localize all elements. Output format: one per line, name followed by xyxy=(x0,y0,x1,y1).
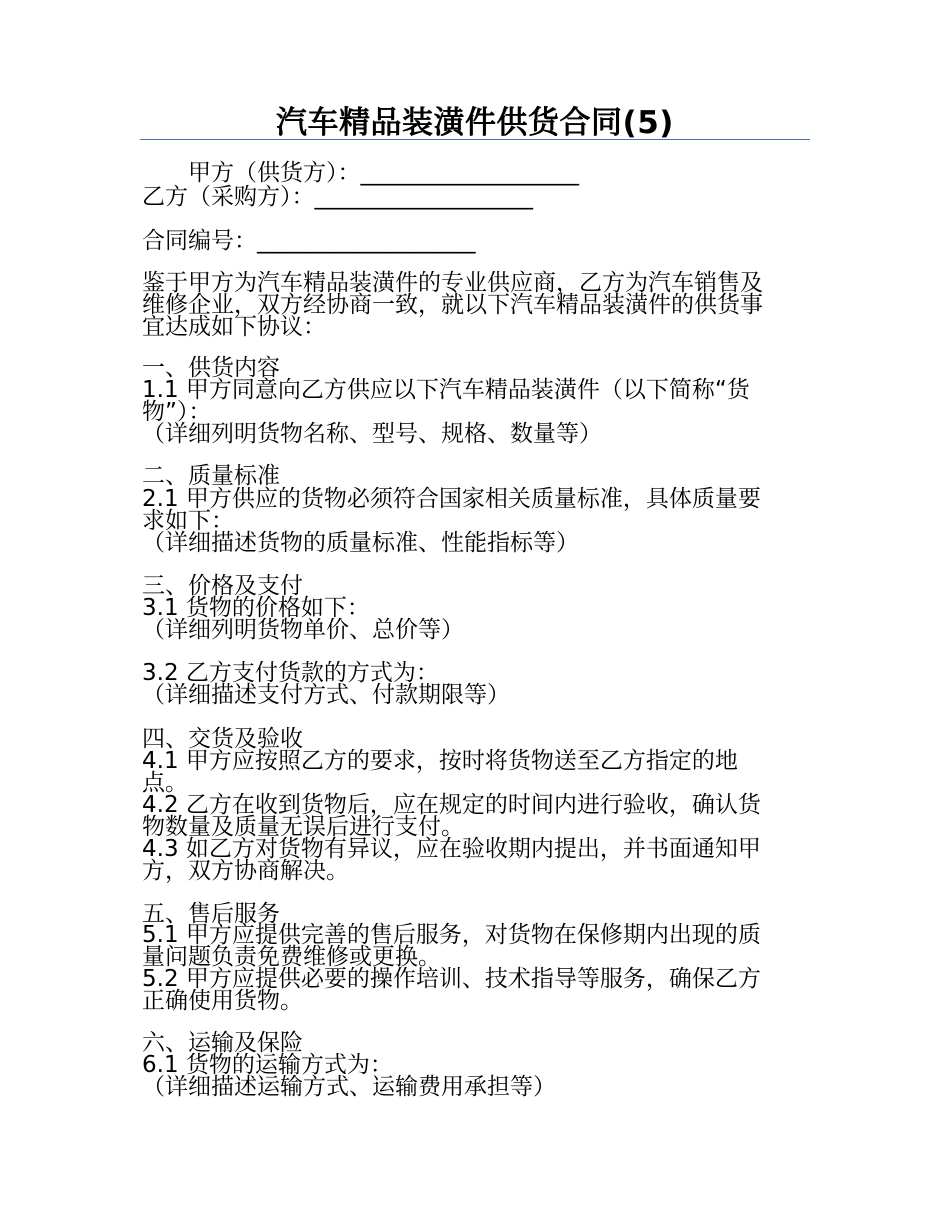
party-a-label: 甲方（供货方）： xyxy=(188,160,361,186)
contract-number-line xyxy=(142,228,476,254)
clause-text: 求如下： xyxy=(142,508,234,534)
section-heading: 四、交货及验收 xyxy=(142,726,303,752)
clause-text: 物数量及质量无误后进行支付。 xyxy=(142,814,464,840)
clause-text: 3.1 货物的价格如下： xyxy=(142,595,370,621)
clause-text: 5.2 甲方应提供必要的操作培训、技术指导等服务，确保乙方 xyxy=(142,966,761,992)
preamble-line: 鉴于甲方为汽车精品装潢件的专业供应商，乙方为汽车销售及 xyxy=(142,270,763,296)
clause-text: 点。 xyxy=(142,770,188,796)
title-underline xyxy=(140,139,810,140)
clause-text: 4.2 乙方在收到货物后，应在规定的时间内进行验收，确认货 xyxy=(142,792,761,818)
clause-placeholder: （详细列明货物名称、型号、规格、数量等） xyxy=(142,421,602,447)
clause-placeholder: （详细描述支付方式、付款期限等） xyxy=(142,682,510,708)
clause-text: 6.1 货物的运输方式为： xyxy=(142,1052,393,1078)
party-b-blank: ___________________ xyxy=(314,184,533,210)
clause-text: 4.3 如乙方对货物有异议，应在验收期内提出，并书面通知甲 xyxy=(142,836,761,862)
section-heading: 五、售后服务 xyxy=(142,901,280,927)
section-heading: 六、运输及保险 xyxy=(142,1030,303,1056)
party-a-blank: ___________________ xyxy=(360,160,579,186)
clause-text: 物”）： xyxy=(142,399,212,425)
contract-number-label: 合同编号： xyxy=(142,228,257,254)
section-heading: 一、供货内容 xyxy=(142,355,280,381)
section-heading: 三、价格及支付 xyxy=(142,573,303,599)
contract-number-blank: ___________________ xyxy=(257,228,476,254)
clause-text: 4.1 甲方应按照乙方的要求，按时将货物送至乙方指定的地 xyxy=(142,748,738,774)
clause-text: 正确使用货物。 xyxy=(142,988,303,1014)
party-b-line xyxy=(142,184,533,210)
clause-text: 1.1 甲方同意向乙方供应以下汽车精品装潢件（以下简称“货 xyxy=(142,377,750,403)
clause-text: 量问题负责免费维修或更换。 xyxy=(142,944,441,970)
clause-text: 5.1 甲方应提供完善的售后服务，对货物在保修期内出现的质 xyxy=(142,922,761,948)
document-title: 汽车精品装潢件供货合同(5) xyxy=(276,105,674,141)
party-a-line xyxy=(188,160,579,186)
party-b-label: 乙方（采购方）： xyxy=(142,184,315,210)
preamble-line: 维修企业，双方经协商一致，就以下汽车精品装潢件的供货事 xyxy=(142,292,763,318)
clause-placeholder: （详细描述运输方式、运输费用承担等） xyxy=(142,1074,556,1100)
clause-placeholder: （详细列明货物单价、总价等） xyxy=(142,617,464,643)
clause-text: 2.1 甲方供应的货物必须符合国家相关质量标准，具体质量要 xyxy=(142,486,761,512)
clause-text: 方，双方协商解决。 xyxy=(142,858,349,884)
clause-placeholder: （详细描述货物的质量标准、性能指标等） xyxy=(142,530,579,556)
section-heading: 二、质量标准 xyxy=(142,463,280,489)
preamble-line: 宜达成如下协议： xyxy=(142,314,326,340)
clause-text: 3.2 乙方支付货款的方式为： xyxy=(142,660,439,686)
